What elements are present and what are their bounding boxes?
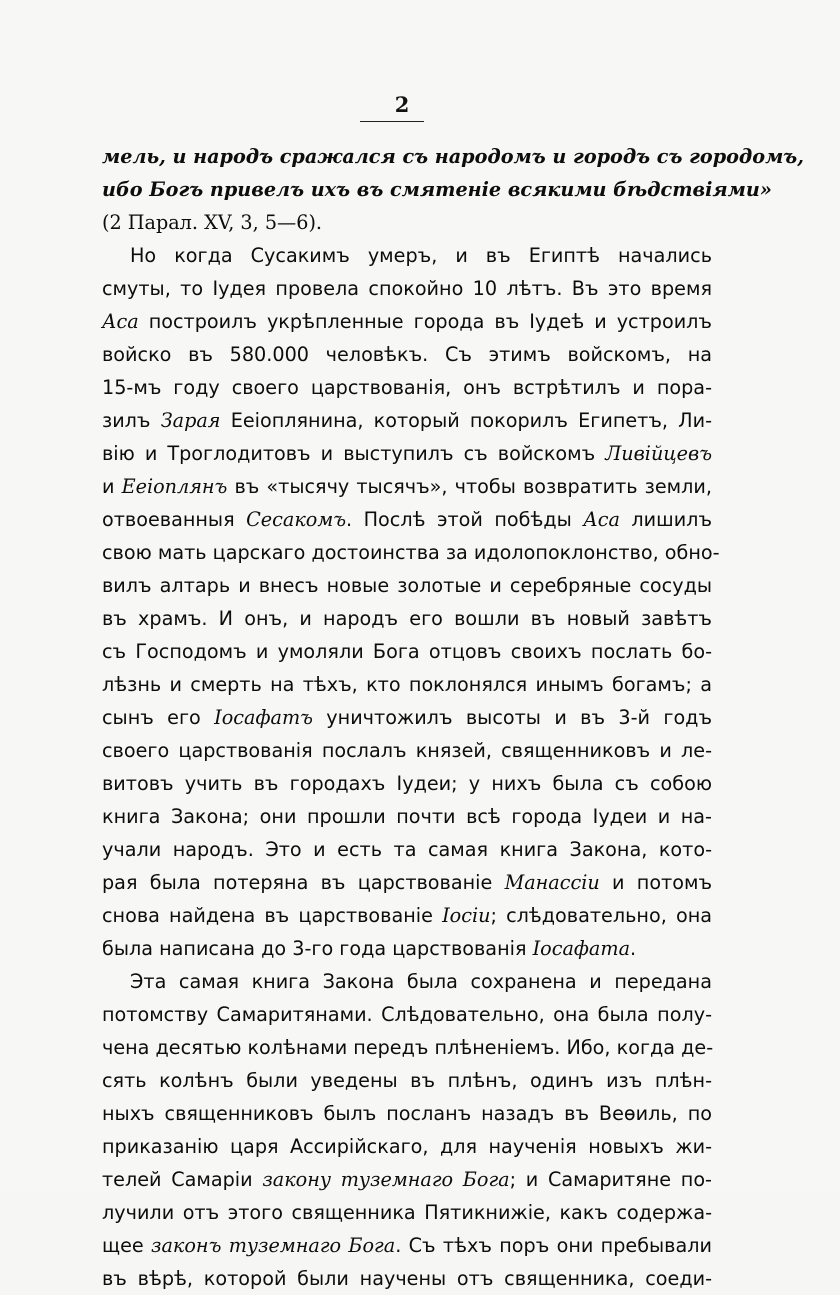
text-line <box>102 140 804 173</box>
text-line <box>102 1130 712 1163</box>
text-run: лучили отъ этого священника Пятикнижіе, какъ содержа- <box>102 1201 712 1224</box>
text-line <box>102 1262 712 1295</box>
text-run: въ храмъ. И онъ, и народъ его вошли въ новый завѣтъ <box>102 607 712 630</box>
emphasized-text: Іосафатъ <box>214 706 313 729</box>
emphasized-text: Зарая <box>160 409 221 432</box>
text-run: приказанію царя Ассирійскаго, для наученія новыхъ жи- <box>102 1135 712 1158</box>
text-run: и <box>102 475 122 498</box>
text-run: съ Господомъ и умоляли Бога отцовъ своихъ послать бо- <box>102 640 712 663</box>
text-line <box>102 833 712 866</box>
text-run: сынъ его <box>102 706 215 729</box>
header-rule <box>360 121 424 122</box>
text-line <box>102 470 712 503</box>
body-text <box>102 140 804 1295</box>
text-line <box>102 1031 712 1064</box>
text-run: Эта самая книга Закона была сохранена и передана <box>130 970 712 993</box>
text-line <box>102 734 712 767</box>
text-run: Ееіоплянина, который покорилъ Египетъ, Ли- <box>220 409 713 432</box>
text-run: лишилъ <box>619 508 713 531</box>
text-line <box>102 701 712 734</box>
text-run: книга Закона; они прошли почти всѣ города Іудеи и на- <box>102 805 712 828</box>
emphasized-text: Манассіи <box>504 871 600 894</box>
text-line <box>102 437 712 470</box>
text-run: учали народъ. Это и есть та самая книга Закона, кото- <box>102 838 712 861</box>
text-run: смуты, то Іудея провела спокойно 10 лѣтъ. Въ это время <box>102 277 712 300</box>
text-run: была написана до 3-го года царствованія <box>102 937 533 960</box>
text-run: (2 Парал. XV, 3, 5—6). <box>102 211 323 234</box>
text-run: Но когда Сусакимъ умеръ, и въ Египтѣ начались <box>130 244 712 267</box>
emphasized-text: мель, и народъ сражался съ народомъ и городъ съ городомъ, <box>102 145 804 168</box>
text-run: потомству Самаритянами. Слѣдовательно, она была полу- <box>102 1003 712 1026</box>
text-run: своего царствованія послалъ князей, священниковъ и ле- <box>102 739 712 762</box>
text-line <box>102 536 720 569</box>
text-line <box>102 1097 712 1130</box>
text-line <box>102 503 712 536</box>
text-run: лѣзнь и смерть на тѣхъ, кто поклонялся инымъ богамъ; а <box>102 673 712 696</box>
text-run: вилъ алтарь и внесъ новые золотые и серебряные сосуды <box>102 574 712 597</box>
text-line <box>102 965 712 998</box>
text-run: чена десятью колѣнами передъ плѣненіемъ. Ибо, когда де- <box>102 1036 714 1059</box>
text-run: зилъ <box>102 409 161 432</box>
text-line <box>102 866 712 899</box>
text-run: войско въ 580.000 человѣкъ. Съ этимъ войскомъ, на <box>102 343 712 366</box>
text-line <box>102 404 712 437</box>
emphasized-text: Іосіи <box>442 904 491 927</box>
text-line <box>102 173 772 206</box>
text-line <box>102 569 712 602</box>
text-run: вію и Троглодитовъ и выступилъ съ войскомъ <box>102 442 606 465</box>
text-line <box>102 932 712 965</box>
text-line <box>102 1196 712 1229</box>
text-run: отвоеванныя <box>102 508 247 531</box>
emphasized-text: ибо Богъ привелъ ихъ въ смятеніе всякими бѣдствіями» <box>102 178 772 201</box>
text-run: . Съ тѣхъ поръ они пребывали <box>395 1234 712 1257</box>
text-line <box>102 1163 712 1196</box>
text-run: построилъ укрѣпленные города въ Іудеѣ и устроилъ <box>138 310 712 333</box>
emphasized-text: Аса <box>583 508 620 531</box>
text-run: ; и Самаритяне по- <box>509 1168 712 1191</box>
text-line <box>102 800 712 833</box>
text-run: 15-мъ году своего царствованія, онъ встрѣтилъ и пора- <box>102 376 712 399</box>
text-run: въ вѣрѣ, которой были научены отъ священника, соеди- <box>102 1267 712 1290</box>
text-line <box>102 899 712 932</box>
text-line <box>102 272 712 305</box>
text-run: снова найдена въ царствованіе <box>102 904 443 927</box>
text-line <box>102 206 712 239</box>
emphasized-text: Ееіоплянъ <box>121 475 228 498</box>
text-run: телей Самаріи <box>102 1168 263 1191</box>
text-run: въ «тысячу тысячъ», чтобы возвратить земли, <box>227 475 712 498</box>
text-line <box>102 305 712 338</box>
text-line <box>102 998 712 1031</box>
text-run: свою мать царскаго достоинства за идолопоклонство, обно- <box>102 541 720 564</box>
text-line <box>102 371 712 404</box>
text-line <box>102 1229 712 1262</box>
emphasized-text: Сесакомъ <box>246 508 347 531</box>
text-run: рая была потеряна въ царствованіе <box>102 871 505 894</box>
text-line <box>102 635 712 668</box>
emphasized-text: закону туземнаго Бога <box>262 1168 510 1191</box>
text-line <box>102 239 712 272</box>
text-run: витовъ учить въ городахъ Іудеи; у нихъ была съ собою <box>102 772 712 795</box>
text-run: щее <box>102 1234 152 1257</box>
text-line <box>102 602 712 635</box>
text-line <box>102 668 712 701</box>
page-number: 2 <box>394 92 410 117</box>
text-line <box>102 767 712 800</box>
text-run: уничтожилъ высоты и въ 3-й годъ <box>312 706 713 729</box>
text-run: ныхъ священниковъ былъ посланъ назадъ въ Веѳиль, по <box>102 1102 712 1125</box>
emphasized-text: законъ туземнаго Бога <box>151 1234 396 1257</box>
emphasized-text: Іосафата <box>532 937 631 960</box>
text-run: и потомъ <box>599 871 713 894</box>
text-run: . <box>630 937 637 960</box>
text-run: . Послѣ этой побѣды <box>346 508 584 531</box>
text-line <box>102 338 712 371</box>
text-run: сять колѣнъ были уведены въ плѣнъ, одинъ изъ плѣн- <box>102 1069 712 1092</box>
text-run: ; слѣдовательно, она <box>490 904 712 927</box>
text-line <box>102 1064 712 1097</box>
emphasized-text: Аса <box>102 310 139 333</box>
emphasized-text: Ливійцевъ <box>605 442 712 465</box>
